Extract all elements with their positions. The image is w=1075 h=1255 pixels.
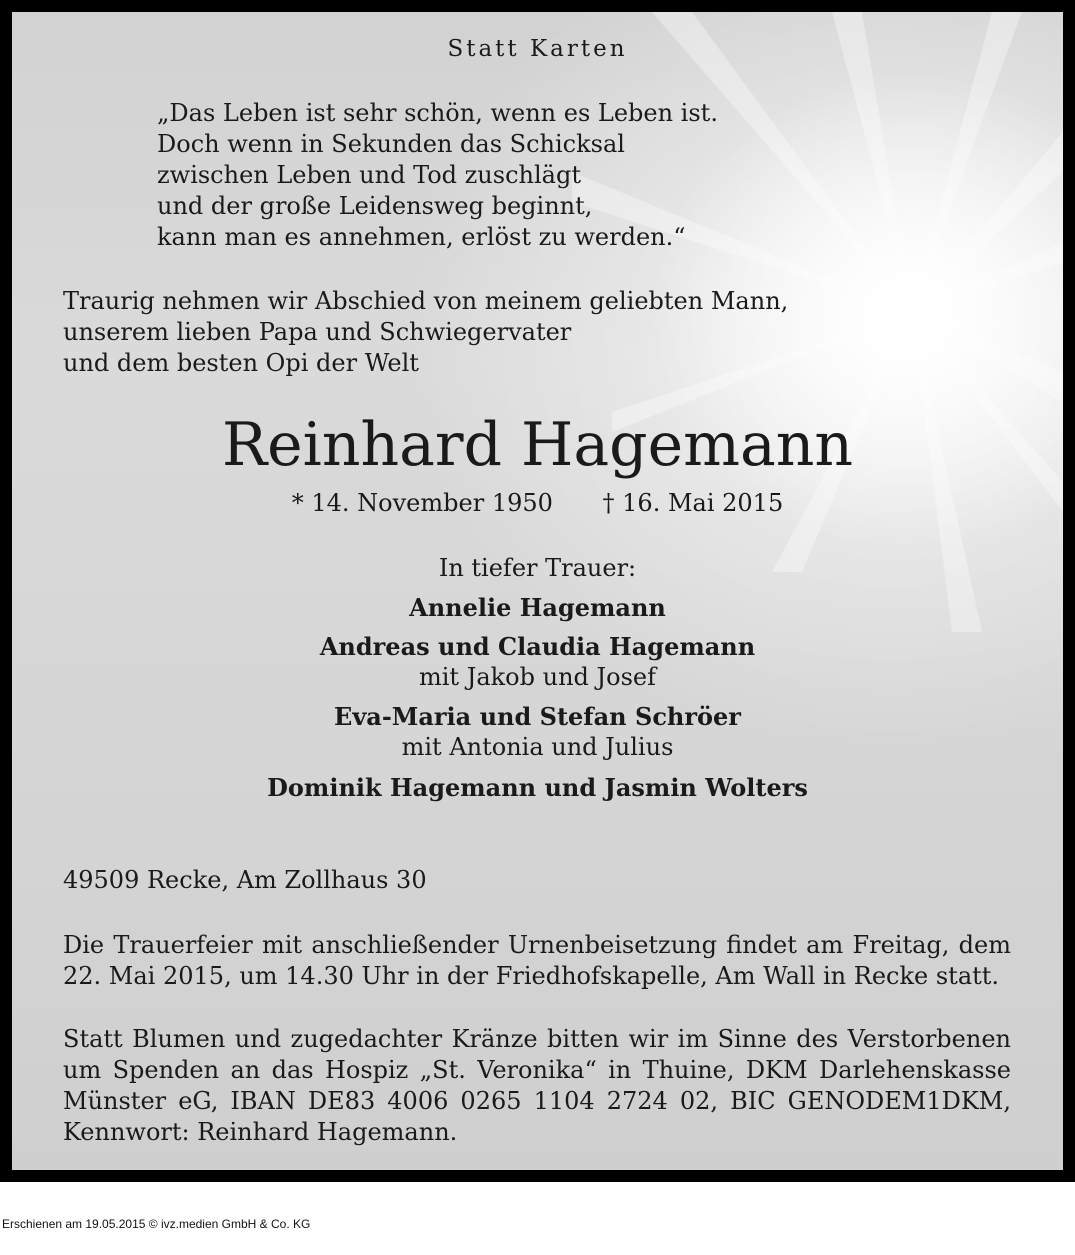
life-dates: [12, 489, 1063, 517]
quote-line: und der große Leidensweg beginnt,: [157, 192, 593, 220]
mourner-name: Andreas und Claudia Hagemann: [319, 632, 756, 661]
notice-panel: [12, 12, 1063, 1170]
publication-footer: Erschienen am 19.05.2015 © ivz.medien GmbH & Co. KG: [2, 1217, 311, 1231]
ceremony-paragraph: Die Trauerfeier mit anschließender Urnenbeisetzung findet am Freitag, dem 22. Mai 2015, um 14.30 Uhr in der Friedhofskapelle, Am Wall in Recke statt.: [63, 931, 1011, 990]
death-date: † 16. Mai 2015: [602, 489, 784, 517]
mourner-children: mit Antonia und Julius: [401, 733, 674, 761]
quote-line: „Das Leben ist sehr schön, wenn es Leben ist.: [157, 99, 718, 127]
deceased-name: Reinhard Hagemann: [221, 410, 854, 480]
mourner-name: Dominik Hagemann und Jasmin Wolters: [267, 773, 808, 802]
mourners-heading: In tiefer Trauer:: [438, 554, 637, 582]
intro-line: unserem lieben Papa und Schwiegervater: [63, 318, 572, 346]
header-text: Statt Karten: [447, 36, 628, 62]
quote-block: [157, 98, 718, 253]
donation-paragraph: Statt Blumen und zugedachter Kränze bitten wir im Sinne des Verstorbenen um Spenden an das Hospiz „St. Veronika“ in Thuine, DKM Darlehenskasse Münster eG, IBAN DE83 4006 0265 1104 2724 02, BIC GENODEM1DKM, Kennwort: Reinhard Hagemann.: [63, 1025, 1011, 1146]
mourner-name: Annelie Hagemann: [409, 593, 666, 622]
quote-line: Doch wenn in Sekunden das Schicksal: [157, 130, 625, 158]
mourner-name: Eva-Maria und Stefan Schröer: [334, 702, 741, 731]
intro-block: [63, 286, 788, 379]
quote-line: zwischen Leben und Tod zuschlägt: [157, 161, 581, 189]
birth-date: * 14. November 1950: [291, 489, 553, 517]
mourner-children: mit Jakob und Josef: [419, 663, 656, 691]
intro-line: und dem besten Opi der Welt: [63, 349, 419, 377]
intro-line: Traurig nehmen wir Abschied von meinem geliebten Mann,: [63, 287, 789, 315]
quote-line: kann man es annehmen, erlöst zu werden.“: [157, 223, 686, 251]
address: 49509 Recke, Am Zollhaus 30: [63, 866, 427, 894]
